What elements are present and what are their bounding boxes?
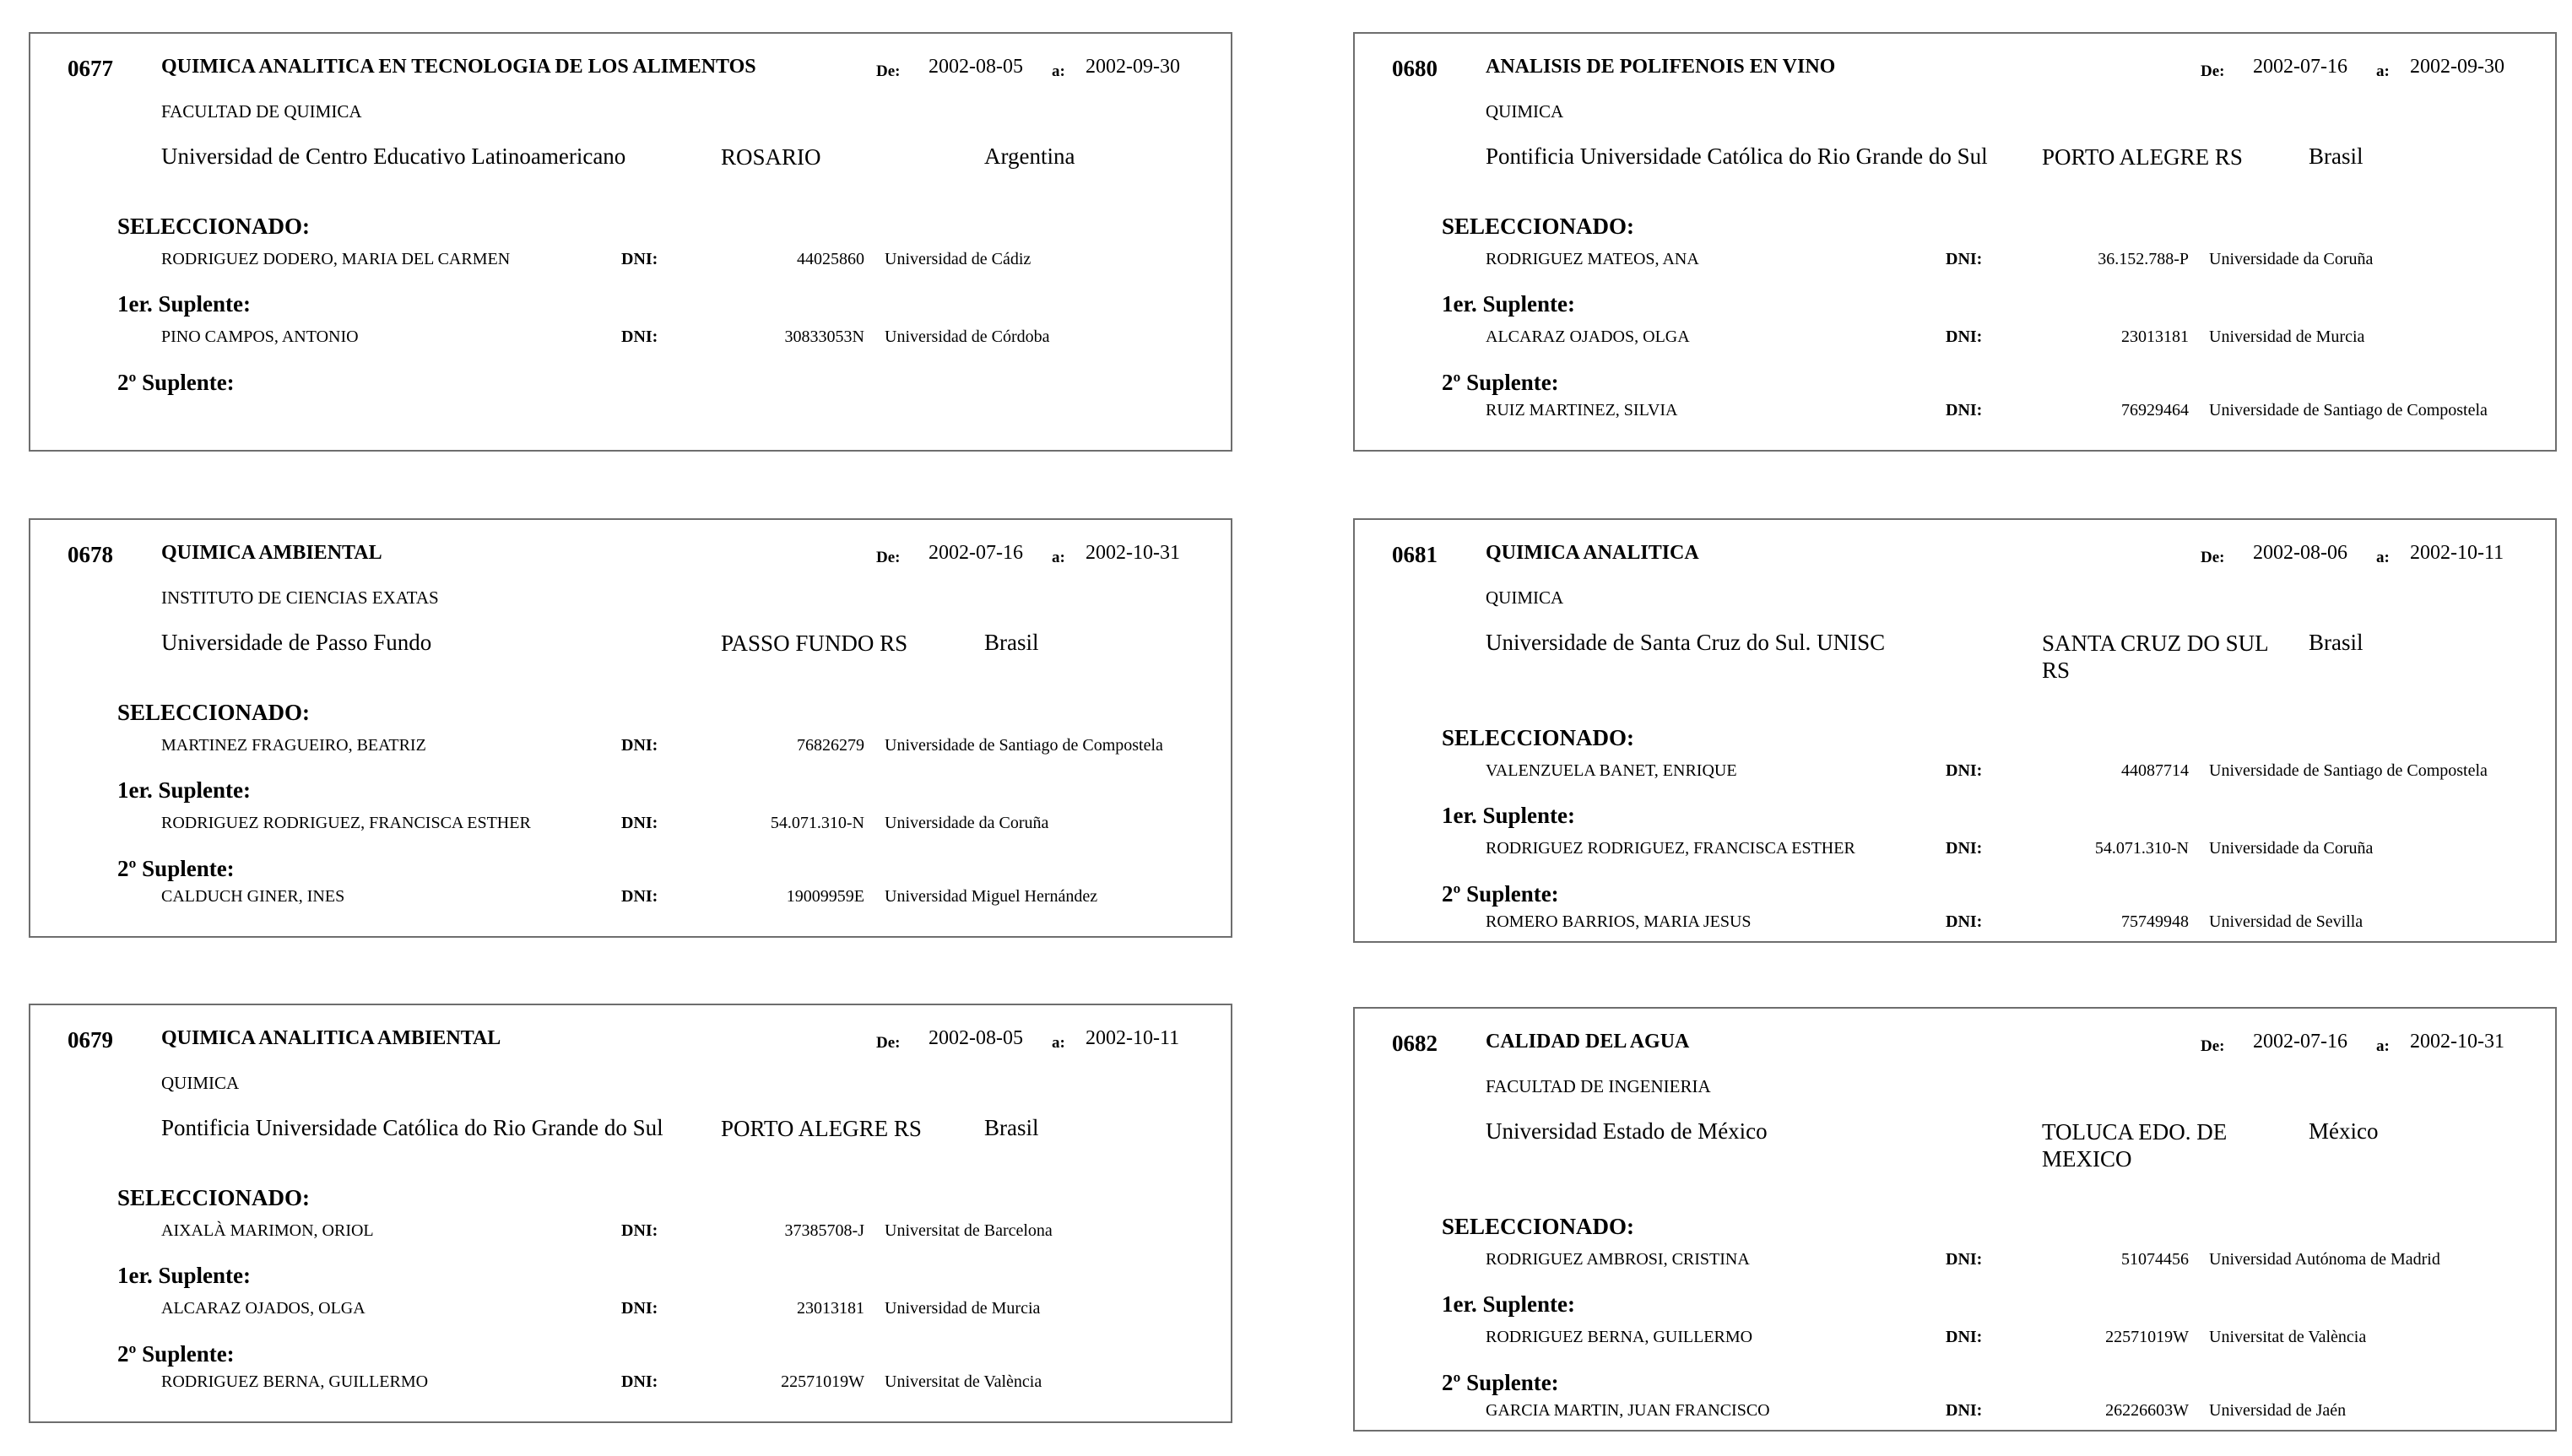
date-to: 2002-10-11: [1086, 1027, 1180, 1049]
suplente2-dni: 75749948: [2121, 912, 2189, 931]
selected-university: Universidade de Santiago de Compostela: [2209, 761, 2488, 780]
suplente1-heading: 1er. Suplente:: [1442, 1291, 1576, 1317]
date-to: 2002-10-31: [1086, 542, 1180, 564]
selected-dni-label: DNI:: [621, 250, 658, 268]
program-title: QUIMICA AMBIENTAL: [161, 542, 382, 564]
suplente1-dni-label: DNI:: [621, 327, 658, 346]
selected-name: AIXALÀ MARIMON, ORIOL: [161, 1221, 374, 1240]
program-code: 0682: [1392, 1031, 1438, 1056]
suplente1-name: RODRIGUEZ BERNA, GUILLERMO: [1486, 1328, 1753, 1346]
institution: Universidade de Passo Fundo: [161, 630, 432, 655]
suplente1-dni: 54.071.310-N: [2094, 839, 2189, 858]
suplente1-dni: 30833053N: [784, 327, 864, 346]
program-title: ANALISIS DE POLIFENOIS EN VINO: [1486, 56, 1836, 78]
suplente1-university: Universitat de València: [2209, 1328, 2367, 1346]
city: TOLUCA EDO. DE MEXICO: [2042, 1119, 2228, 1172]
date-from: 2002-08-06: [2253, 542, 2347, 564]
selected-dni: 44025860: [797, 250, 864, 268]
program-title: CALIDAD DEL AGUA: [1486, 1031, 1690, 1053]
suplente1-name: ALCARAZ OJADOS, OLGA: [1486, 327, 1690, 346]
suplente2-heading: 2º Suplente:: [117, 370, 235, 395]
suplente1-heading: 1er. Suplente:: [1442, 291, 1576, 317]
suplente1-dni-label: DNI:: [1946, 1328, 1983, 1346]
city: ROSARIO: [721, 144, 821, 170]
suplente1-dni: 23013181: [797, 1299, 864, 1318]
scholarship-card: [1353, 32, 2557, 452]
date-to: 2002-09-30: [2410, 56, 2504, 78]
country: México: [2309, 1118, 2379, 1144]
faculty: INSTITUTO DE CIENCIAS EXATAS: [161, 587, 439, 608]
program-code: 0679: [68, 1027, 113, 1053]
date-to-label: a:: [2376, 1037, 2390, 1055]
selected-university: Universidad Autónoma de Madrid: [2209, 1250, 2440, 1269]
suplente2-dni-label: DNI:: [621, 1372, 658, 1391]
suplente1-dni: 23013181: [2121, 327, 2189, 346]
faculty: QUIMICA: [161, 1073, 240, 1093]
country: Brasil: [2309, 143, 2364, 169]
city: PORTO ALEGRE RS: [2042, 144, 2243, 170]
selected-heading: SELECCIONADO:: [117, 214, 311, 239]
date-to: 2002-10-31: [2410, 1031, 2504, 1053]
suplente2-university: Universidad de Jaén: [2209, 1401, 2347, 1420]
suplente2-heading: 2º Suplente:: [1442, 881, 1559, 907]
suplente1-heading: 1er. Suplente:: [117, 777, 252, 803]
selected-dni: 76826279: [797, 736, 864, 755]
city: SANTA CRUZ DO SUL RS: [2042, 631, 2268, 683]
date-from: 2002-07-16: [2253, 56, 2347, 78]
suplente1-university: Universidad de Murcia: [2209, 327, 2365, 346]
country: Brasil: [984, 1115, 1039, 1140]
scholarship-card: [29, 518, 1232, 938]
faculty: QUIMICA: [1486, 101, 1564, 122]
suplente2-name: RUIZ MARTINEZ, SILVIA: [1486, 401, 1678, 419]
selected-heading: SELECCIONADO:: [1442, 214, 1635, 239]
program-title: QUIMICA ANALITICA AMBIENTAL: [161, 1027, 501, 1049]
suplente2-dni: 26226603W: [2105, 1401, 2189, 1420]
program-code: 0677: [68, 56, 113, 81]
selected-name: RODRIGUEZ DODERO, MARIA DEL CARMEN: [161, 250, 511, 268]
suplente2-dni: 76929464: [2121, 401, 2189, 419]
faculty: FACULTAD DE QUIMICA: [161, 101, 362, 122]
suplente2-dni-label: DNI:: [621, 887, 658, 906]
suplente2-university: Universidad Miguel Hernández: [885, 887, 1098, 906]
date-from-label: De:: [2201, 62, 2225, 80]
date-from-label: De:: [876, 1034, 901, 1052]
suplente2-name: ROMERO BARRIOS, MARIA JESUS: [1486, 912, 1752, 931]
suplente2-heading: 2º Suplente:: [1442, 370, 1559, 395]
selected-name: RODRIGUEZ MATEOS, ANA: [1486, 250, 1699, 268]
suplente1-dni-label: DNI:: [621, 814, 658, 832]
suplente2-dni-label: DNI:: [1946, 912, 1983, 931]
selected-heading: SELECCIONADO:: [117, 1185, 311, 1210]
suplente1-dni-label: DNI:: [621, 1299, 658, 1318]
suplente1-name: PINO CAMPOS, ANTONIO: [161, 327, 359, 346]
suplente1-university: Universidad de Córdoba: [885, 327, 1050, 346]
date-to-label: a:: [1052, 62, 1065, 80]
scholarship-card: [1353, 518, 2557, 943]
program-title: QUIMICA ANALITICA EN TECNOLOGIA DE LOS ALIMENTOS: [161, 56, 756, 78]
scholarship-card: [1353, 1007, 2557, 1432]
selected-university: Universidad de Cádiz: [885, 250, 1032, 268]
selected-name: RODRIGUEZ AMBROSI, CRISTINA: [1486, 1250, 1750, 1269]
date-from-label: De:: [2201, 549, 2225, 566]
date-to-label: a:: [2376, 549, 2390, 566]
program-code: 0681: [1392, 542, 1438, 567]
suplente2-dni: 19009959E: [786, 887, 864, 906]
institution: Universidad Estado de México: [1486, 1118, 1768, 1144]
faculty: FACULTAD DE INGENIERIA: [1486, 1076, 1711, 1096]
suplente2-name: GARCIA MARTIN, JUAN FRANCISCO: [1486, 1401, 1770, 1420]
suplente1-university: Universidad de Murcia: [885, 1299, 1041, 1318]
scholarship-card: [29, 1004, 1232, 1423]
institution: Universidad de Centro Educativo Latinoamericano: [161, 143, 626, 169]
selected-dni: 51074456: [2121, 1250, 2189, 1269]
program-title: QUIMICA ANALITICA: [1486, 542, 1699, 564]
selected-dni-label: DNI:: [621, 1221, 658, 1240]
country: Argentina: [984, 143, 1075, 169]
suplente2-university: Universitat de València: [885, 1372, 1042, 1391]
suplente2-university: Universidade de Santiago de Compostela: [2209, 401, 2488, 419]
suplente2-name: RODRIGUEZ BERNA, GUILLERMO: [161, 1372, 429, 1391]
suplente1-name: RODRIGUEZ RODRIGUEZ, FRANCISCA ESTHER: [1486, 839, 1855, 858]
selected-name: VALENZUELA BANET, ENRIQUE: [1486, 761, 1737, 780]
selected-dni: 37385708-J: [784, 1221, 864, 1240]
city: PORTO ALEGRE RS: [721, 1116, 922, 1141]
suplente1-heading: 1er. Suplente:: [117, 291, 252, 317]
date-from: 2002-07-16: [2253, 1031, 2347, 1053]
suplente2-dni-label: DNI:: [1946, 1401, 1983, 1420]
suplente2-heading: 2º Suplente:: [1442, 1370, 1559, 1395]
institution: Pontificia Universidade Católica do Rio Grande do Sul: [161, 1115, 663, 1140]
date-to: 2002-09-30: [1086, 56, 1180, 78]
selected-dni: 44087714: [2121, 761, 2189, 780]
suplente2-university: Universidad de Sevilla: [2209, 912, 2364, 931]
suplente1-university: Universidade da Coruña: [2209, 839, 2374, 858]
selected-heading: SELECCIONADO:: [117, 700, 311, 725]
suplente1-university: Universidade da Coruña: [885, 814, 1049, 832]
date-to: 2002-10-11: [2410, 542, 2504, 564]
country: Brasil: [984, 630, 1039, 655]
suplente2-dni: 22571019W: [781, 1372, 864, 1391]
suplente1-dni-label: DNI:: [1946, 327, 1983, 346]
scholarship-card: [29, 32, 1232, 452]
country: Brasil: [2309, 630, 2364, 655]
faculty: QUIMICA: [1486, 587, 1564, 608]
suplente1-heading: 1er. Suplente:: [1442, 803, 1576, 828]
program-code: 0680: [1392, 56, 1438, 81]
suplente1-name: ALCARAZ OJADOS, OLGA: [161, 1299, 365, 1318]
selected-dni-label: DNI:: [1946, 761, 1983, 780]
selected-university: Universidade de Santiago de Compostela: [885, 736, 1163, 755]
selected-dni-label: DNI:: [1946, 250, 1983, 268]
selected-dni-label: DNI:: [621, 736, 658, 755]
suplente1-dni: 22571019W: [2105, 1328, 2189, 1346]
date-to-label: a:: [1052, 1034, 1065, 1052]
suplente2-dni-label: DNI:: [1946, 401, 1983, 419]
date-from-label: De:: [876, 62, 901, 80]
date-from-label: De:: [2201, 1037, 2225, 1055]
suplente1-dni-label: DNI:: [1946, 839, 1983, 858]
date-from-label: De:: [876, 549, 901, 566]
selected-university: Universidade da Coruña: [2209, 250, 2374, 268]
suplente1-heading: 1er. Suplente:: [117, 1263, 252, 1288]
date-to-label: a:: [1052, 549, 1065, 566]
suplente1-name: RODRIGUEZ RODRIGUEZ, FRANCISCA ESTHER: [161, 814, 531, 832]
suplente2-heading: 2º Suplente:: [117, 856, 235, 881]
selected-dni-label: DNI:: [1946, 1250, 1983, 1269]
selected-university: Universitat de Barcelona: [885, 1221, 1053, 1240]
date-from: 2002-08-05: [929, 56, 1023, 78]
selected-heading: SELECCIONADO:: [1442, 1214, 1635, 1239]
date-from: 2002-07-16: [929, 542, 1023, 564]
institution: Universidade de Santa Cruz do Sul. UNISC: [1486, 630, 1886, 655]
selected-heading: SELECCIONADO:: [1442, 725, 1635, 750]
selected-dni: 36.152.788-P: [2098, 250, 2189, 268]
date-from: 2002-08-05: [929, 1027, 1023, 1049]
suplente1-dni: 54.071.310-N: [770, 814, 864, 832]
date-to-label: a:: [2376, 62, 2390, 80]
city: PASSO FUNDO RS: [721, 631, 908, 656]
institution: Pontificia Universidade Católica do Rio Grande do Sul: [1486, 143, 1988, 169]
suplente2-name: CALDUCH GINER, INES: [161, 887, 345, 906]
program-code: 0678: [68, 542, 113, 567]
suplente2-heading: 2º Suplente:: [117, 1341, 235, 1367]
selected-name: MARTINEZ FRAGUEIRO, BEATRIZ: [161, 736, 426, 755]
